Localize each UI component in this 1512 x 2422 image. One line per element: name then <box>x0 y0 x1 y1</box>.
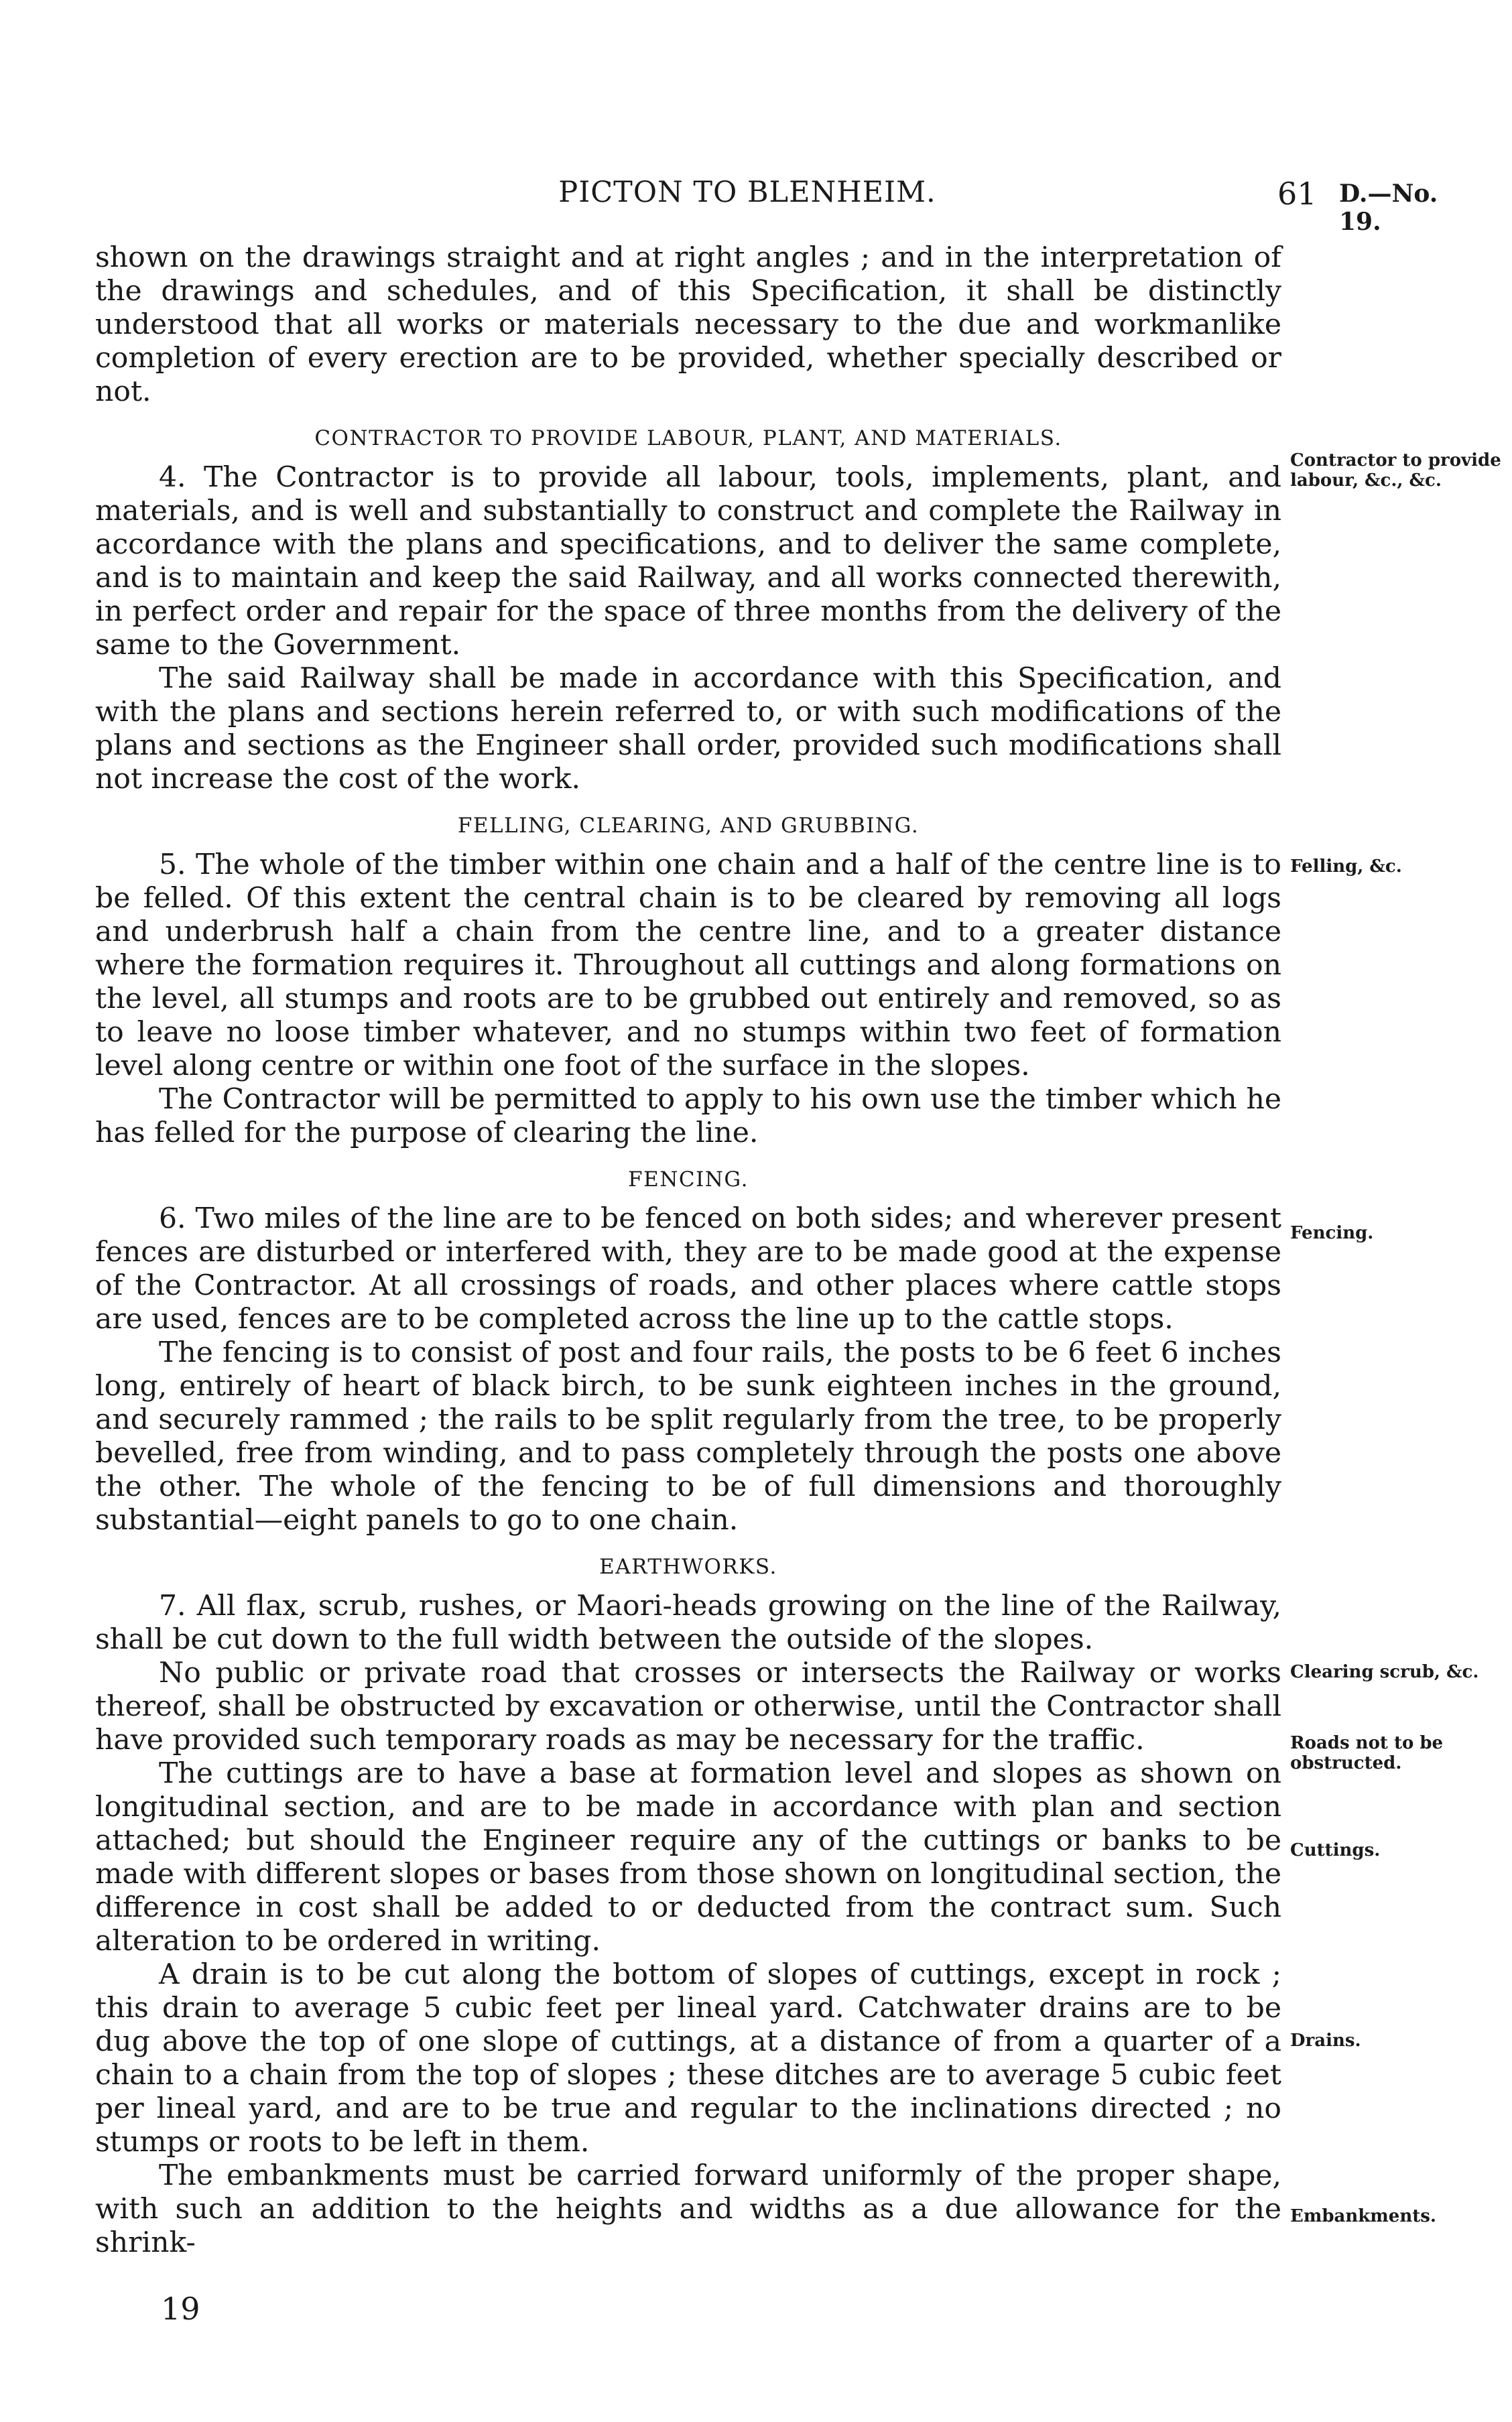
paragraph-7-roads: No public or private road that crosses or intersects the Railway or works thereof, shall be obstructed by excavation or otherwise, until the Contractor shall have provided such temporary roads as may be necessary for the traffic. <box>95 1657 1281 1757</box>
paragraph-7-drains: A drain is to be cut along the bottom of slopes of cuttings, except in rock ; this drain to average 5 cubic feet per lineal yard. Catchwater drains are to be dug above the top of one slope of cuttings, at a distance of from a quarter of a chain to a chain from the top of slopes ; these ditches are to average 5 cubic feet per lineal yard, and are to be true and regular to the inclinations directed ; no stumps or roots to be left in them. <box>95 1958 1281 2159</box>
section-heading-felling: FELLING, CLEARING, AND GRUBBING. <box>457 814 920 838</box>
section-heading-earthworks: EARTHWORKS. <box>599 1555 777 1579</box>
paragraph-7-cuttings: The cuttings are to have a base at formation level and slopes as shown on longitudinal section, and are to be made in accordance with plan and section attached; but should the Engineer require any of the cuttings or banks to be made with different slopes or bases from those shown on longitudinal section, the difference in cost shall be added to or deducted from the contract sum. Such alteration to be ordered in writing. <box>95 1757 1281 1958</box>
paragraph-4: 4. The Contractor is to provide all labour, tools, implements, plant, and materials, and is well and substantially to construct and complete the Railway in accordance with the plans and specifications, and to deliver the same complete, and is to maintain and keep the said Railway, and all works connected therewith, in perfect order and repair for the space of three months from the delivery of the same to the Government. <box>95 461 1281 661</box>
paragraph-5: 5. The whole of the timber within one chain and a half of the centre line is to be felled. Of this extent the central chain is to be cleared by removing all logs and underbrush half a chain from the centre line, and to a greater distance where the formation requires it. Throughout all cuttings and along formations on the level, all stumps and roots are to be grubbed out entirely and removed, so as to leave no loose timber whatever, and no stumps within two feet of formation level along centre or within one foot of the surface in the slopes. <box>95 848 1281 1082</box>
paragraph-6-continued: The fencing is to consist of post and four rails, the posts to be 6 feet 6 inches long, entirely of heart of black birch, to be sunk eighteen inches in the ground, and securely rammed ; the rails to be split regularly from the tree, to be properly bevelled, free from winding, and to pass completely through the posts one above the other. The whole of the fencing to be of full dimensions and thoroughly substantial—eight panels to go to one chain. <box>95 1336 1281 1537</box>
document-reference: D.—No. 19. <box>1339 180 1438 236</box>
margin-note-felling: Felling, &c. <box>1290 856 1402 877</box>
paragraph-7-embankments: The embankments must be carried forward uniformly of the proper shape, with such an addition to the heights and widths as a due allowance for the shrink- <box>95 2159 1281 2259</box>
margin-note-drains: Drains. <box>1290 2031 1361 2051</box>
section-heading-contractor: CONTRACTOR TO PROVIDE LABOUR, PLANT, AND MATERIALS. <box>314 426 1062 450</box>
margin-note-fencing: Fencing. <box>1290 1223 1374 1243</box>
opening-paragraph: shown on the drawings straight and at right angles ; and in the interpretation of the drawings and schedules, and of this Specification, it shall be distinctly understood that all works or materials necessary to the due and workmanlike completion of every erection are to be provided, whether specially described or not. <box>95 241 1281 408</box>
running-head <box>94 176 1454 236</box>
margin-note-clearing: Clearing scrub, &c. <box>1290 1662 1479 1682</box>
margin-note-embankments: Embankments. <box>1290 2206 1436 2226</box>
margin-note-cuttings: Cuttings. <box>1290 1840 1381 1860</box>
running-title: PICTON TO BLENHEIM. <box>558 176 936 209</box>
paragraph-7: 7. All flax, scrub, rushes, or Maori-heads growing on the line of the Railway, shall be cut down to the full width between the outside of the slopes. <box>95 1590 1281 1656</box>
margin-note-roads: Roads not to be obstructed. <box>1290 1733 1444 1773</box>
section-heading-fencing: FENCING. <box>628 1167 749 1192</box>
signature-mark: 19 <box>161 2291 200 2327</box>
paragraph-6: 6. Two miles of the line are to be fenced on both sides; and wherever present fences are disturbed or interfered with, they are to be made good at the expense of the Contractor. At all crossings of roads, and other places where cattle stops are used, fences are to be completed across the line up to the cattle stops. <box>95 1202 1281 1336</box>
page-number: 61 <box>1277 176 1317 212</box>
body-text <box>95 241 1281 2260</box>
margin-note-contractor: Contractor to provide labour, &c., &c. <box>1290 450 1501 491</box>
paragraph-4-continued: The said Railway shall be made in accordance with this Specification, and with the plans and sections herein referred to, or with such modifications of the plans and sections as the Engineer shall order, provided such modifications shall not increase the cost of the work. <box>95 662 1281 795</box>
paragraph-5-continued: The Contractor will be permitted to apply to his own use the timber which he has felled for the purpose of clearing the line. <box>95 1083 1281 1149</box>
